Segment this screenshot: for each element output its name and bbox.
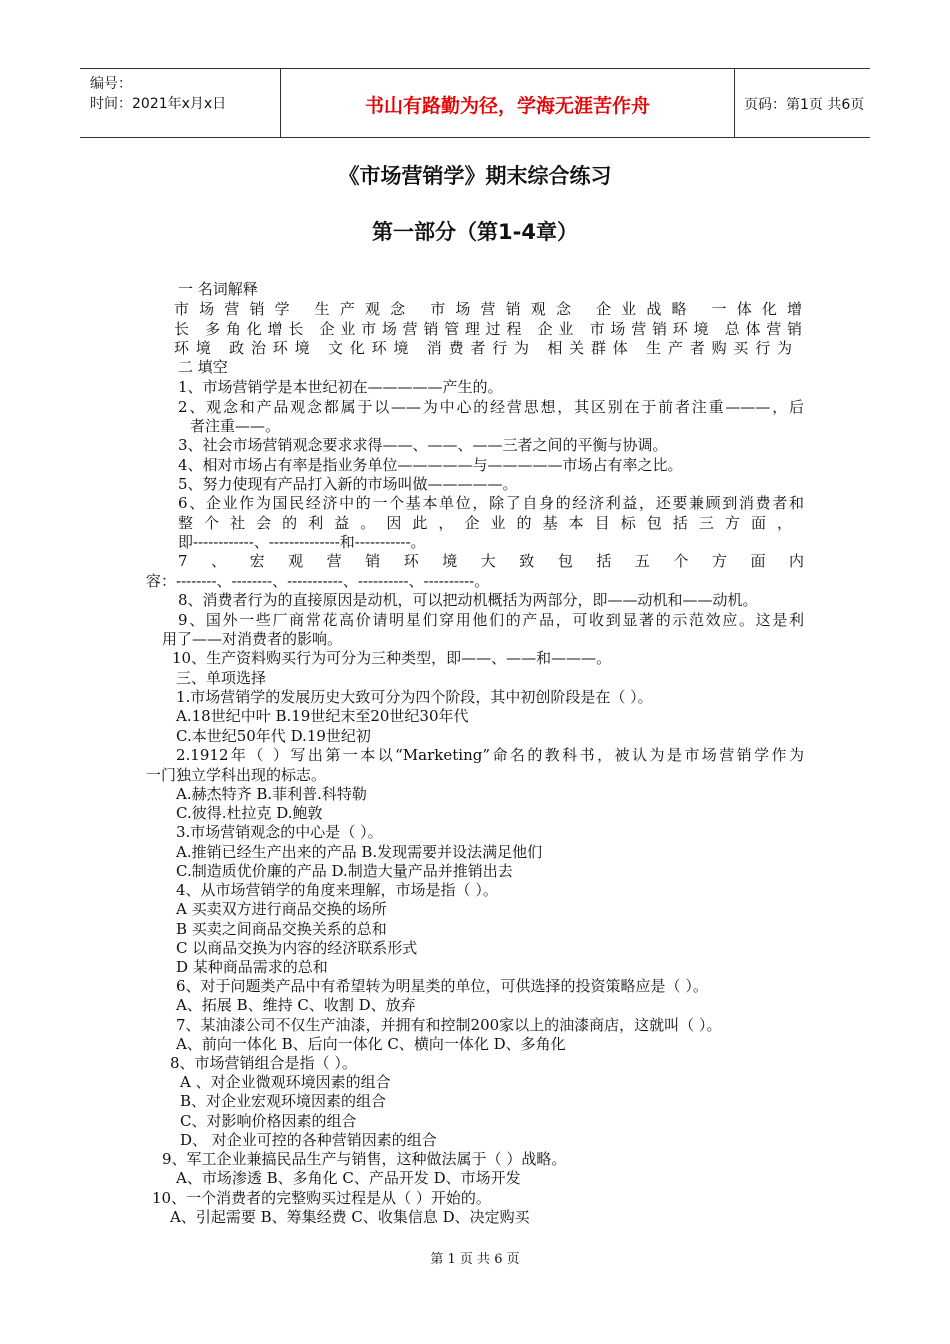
document-title: 《市场营销学》期末综合练习 (338, 164, 612, 188)
number-label: 编号： (90, 76, 132, 92)
text-line: 10、一个消费者的完整购买过程是从（ ）开始的。 (152, 1189, 491, 1207)
text-line: 者注重——。 (190, 417, 281, 435)
text-line: 环境 政治环境 文化环境 消费者行为 相关群体 生产者购买行为 (174, 339, 792, 357)
section-heading: 一 名词解释 (178, 280, 258, 298)
text-line: 容：--------、--------、-----------、----------、----------。 (146, 572, 490, 590)
text-line: 9、国外一些厂商常花高价请明星们穿用他们的产品，可收到显著的示范效应。这是利 (178, 611, 804, 629)
text-line: 9、军工企业兼搞民品生产与销售，这种做法属于（ ）战略。 (162, 1150, 567, 1168)
date-label: 时间：2021年x月x日 (90, 96, 227, 112)
text-line: A 买卖双方进行商品交换的场所 (176, 900, 387, 918)
text-line: D、 对企业可控的各种营销因素的组合 (180, 1131, 437, 1149)
text-line: 6、对于问题类产品中有希望转为明星类的单位，可供选择的投资策略应是（ ）。 (176, 977, 708, 995)
page-footer: 第 1 页 共 6 页 (430, 1252, 520, 1267)
text-line: A 、对企业微观环境因素的组合 (180, 1073, 391, 1091)
text-line: 5、努力使现有产品打入新的市场叫做—————。 (178, 475, 518, 493)
section-heading: 三、单项选择 (176, 669, 267, 687)
text-line: 1.市场营销学的发展历史大致可分为四个阶段，其中初创阶段是在（ ）。 (176, 688, 653, 706)
text-line: 7、某油漆公司不仅生产油漆，并拥有和控制200家以上的油漆商店，这就叫（ ）。 (176, 1016, 722, 1034)
header-page-cell (734, 69, 870, 137)
text-line: A、市场渗透 B、多角化 C、产品开发 D、市场开发 (176, 1169, 521, 1187)
text-line: C.彼得.杜拉克 D.鲍敦 (176, 804, 323, 822)
text-line: 即------------、--------------和-----------。 (178, 533, 426, 551)
text-line: 10、生产资料购买行为可分为三种类型，即——、——和———。 (172, 649, 612, 667)
text-line: 整个社会的利益。因此，企业的基本目标包括三方面， (178, 514, 792, 532)
section-heading: 二 填空 (178, 358, 228, 376)
page-info: 页码：第1页 共6页 (744, 97, 865, 113)
text-line: A.推销已经生产出来的产品 B.发现需要并设法满足他们 (176, 843, 543, 861)
text-line: 长 多角化增长 企业市场营销管理过程 企业 市场营销环境 总体营销 (174, 320, 802, 338)
text-line: 8、消费者行为的直接原因是动机，可以把动机概括为两部分，即——动机和——动机。 (178, 591, 758, 609)
document-subtitle: 第一部分（第1-4章） (372, 220, 578, 244)
text-line: 7、宏观营销环境大致包括五个方面内 (178, 552, 804, 570)
text-line: C.本世纪50年代 D.19世纪初 (176, 727, 371, 745)
text-line: A、拓展 B、维持 C、收割 D、放弃 (176, 996, 416, 1014)
text-line: 2.1912年（ ）写出第一本以“Marketing”命名的教科书，被认为是市场营销学作为 (176, 746, 804, 764)
text-line: C 以商品交换为内容的经济联系形式 (176, 939, 418, 957)
header-motto-cell (280, 69, 735, 137)
text-line: 6、企业作为国民经济中的一个基本单位，除了自身的经济利益，还要兼顾到消费者和 (178, 494, 804, 512)
text-line: B、对企业宏观环境因素的组合 (180, 1092, 387, 1110)
text-line: B 买卖之间商品交换关系的总和 (176, 920, 387, 938)
text-line: 3、社会市场营销观念要求求得——、——、——三者之间的平衡与协调。 (178, 436, 668, 454)
header-meta-cell (80, 69, 280, 137)
text-line: 一门独立学科出现的标志。 (146, 766, 327, 784)
text-line: 4、从市场营销学的角度来理解，市场是指（ ）。 (176, 881, 498, 899)
text-line: C、对影响价格因素的组合 (180, 1112, 357, 1130)
text-line: 1、市场营销学是本世纪初在—————产生的。 (178, 378, 503, 396)
text-line: D 某种商品需求的总和 (176, 958, 328, 976)
text-line: 4、相对市场占有率是指业务单位—————与—————市场占有率之比。 (178, 456, 683, 474)
text-line: A、引起需要 B、筹集经费 C、收集信息 D、决定购买 (170, 1208, 530, 1226)
text-line: A.18世纪中叶 B.19世纪末至20世纪30年代 (176, 707, 469, 725)
motto-text: 书山有路勤为径，学海无涯苦作舟 (364, 95, 650, 117)
text-line: A.赫杰特齐 B.菲利普.科特勒 (176, 785, 367, 803)
text-line: 2、观念和产品观念都属于以——为中心的经营思想，其区别在于前者注重———，后 (178, 398, 804, 416)
text-line: 市场营销学 生产观念 市场营销观念 企业战略 一体化增 (174, 300, 802, 318)
text-line: C.制造质优价廉的产品 D.制造大量产品并推销出去 (176, 862, 513, 880)
header-table (80, 68, 870, 138)
text-line: 用了——对消费者的影响。 (162, 630, 343, 648)
text-line: A、前向一体化 B、后向一体化 C、横向一体化 D、多角化 (176, 1035, 566, 1053)
text-line: 8、市场营销组合是指（ ）。 (170, 1054, 357, 1072)
text-line: 3.市场营销观念的中心是（ ）。 (176, 823, 383, 841)
